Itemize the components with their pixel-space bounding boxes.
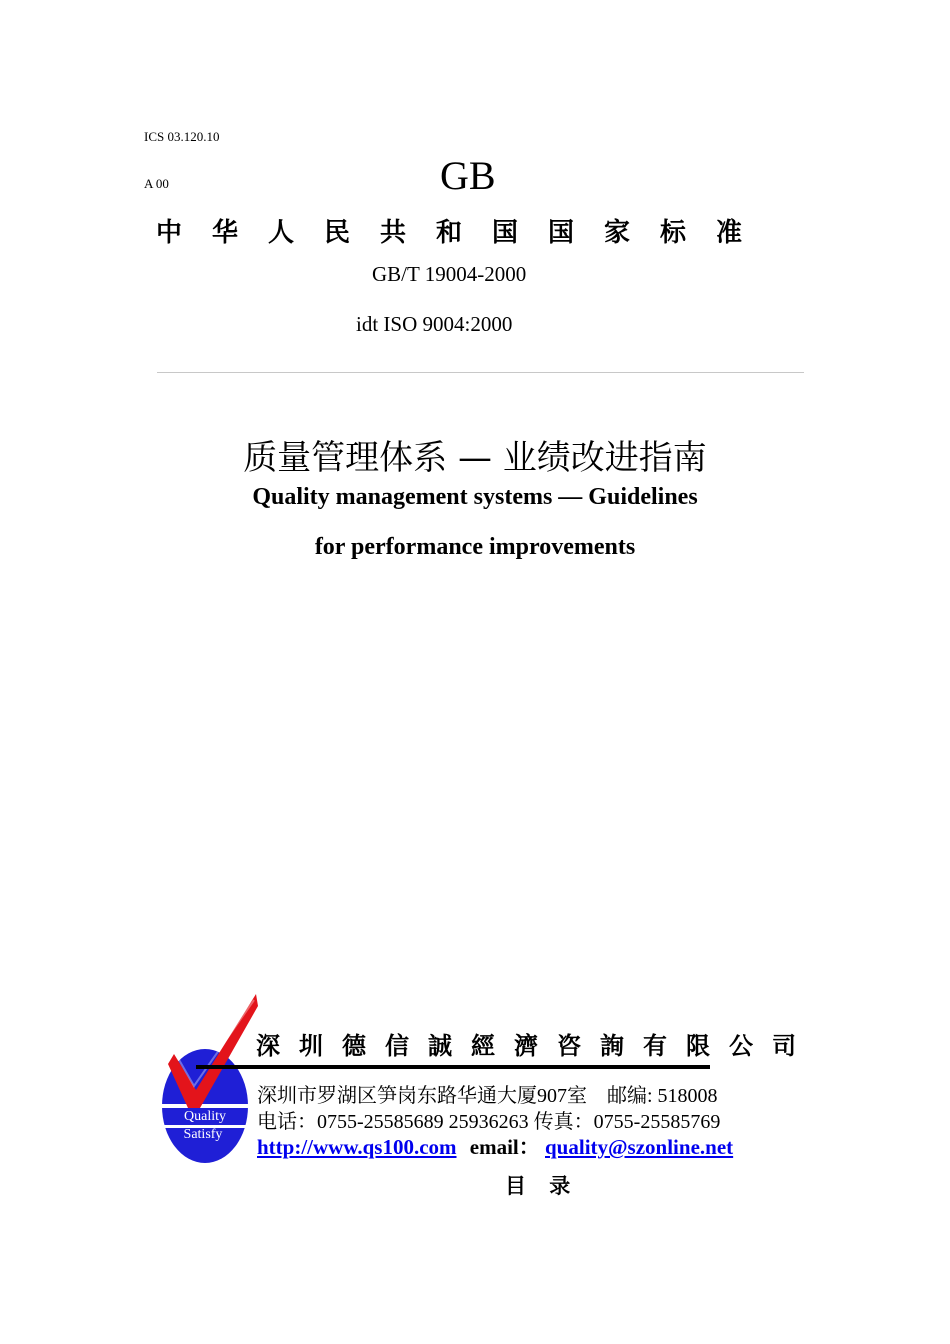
- standard-number: GB/T 19004-2000: [372, 262, 527, 286]
- website-link[interactable]: http://www.qs100.com: [257, 1135, 457, 1159]
- national-standard-heading: 中华人民共和国国家标准: [156, 218, 773, 248]
- title-english-line1: Quality management systems — Guidelines: [252, 484, 698, 510]
- company-underline: [196, 1065, 710, 1069]
- identical-standard: idt ISO 9004:2000: [356, 312, 513, 336]
- ics-code: ICS 03.120.10: [144, 129, 220, 144]
- company-name: 深圳德信誠經濟咨詢有限公司: [256, 1032, 815, 1060]
- logo-text-quality: Quality: [184, 1109, 226, 1124]
- email-label: email：: [469, 1135, 540, 1159]
- contact-links: [257, 1131, 733, 1161]
- quality-satisfy-logo: [156, 992, 266, 1170]
- company-phone: 电话：0755-25585689 25936263 传真：0755-25585769: [257, 1111, 721, 1133]
- classification-code: A 00: [144, 176, 169, 191]
- gb-mark: GB: [440, 153, 496, 198]
- company-address: 深圳市罗湖区笋岗东路华通大厦907室 邮编: 518008: [257, 1085, 718, 1107]
- logo-text-satisfy: Satisfy: [183, 1127, 223, 1142]
- title-chinese: 质量管理体系 — 业绩改进指南: [243, 438, 707, 478]
- title-english-line2: for performance improvements: [314, 534, 636, 560]
- header-divider: [157, 372, 804, 373]
- toc-heading: 目 录: [505, 1174, 579, 1198]
- email-link[interactable]: quality@szonline.net: [545, 1135, 734, 1159]
